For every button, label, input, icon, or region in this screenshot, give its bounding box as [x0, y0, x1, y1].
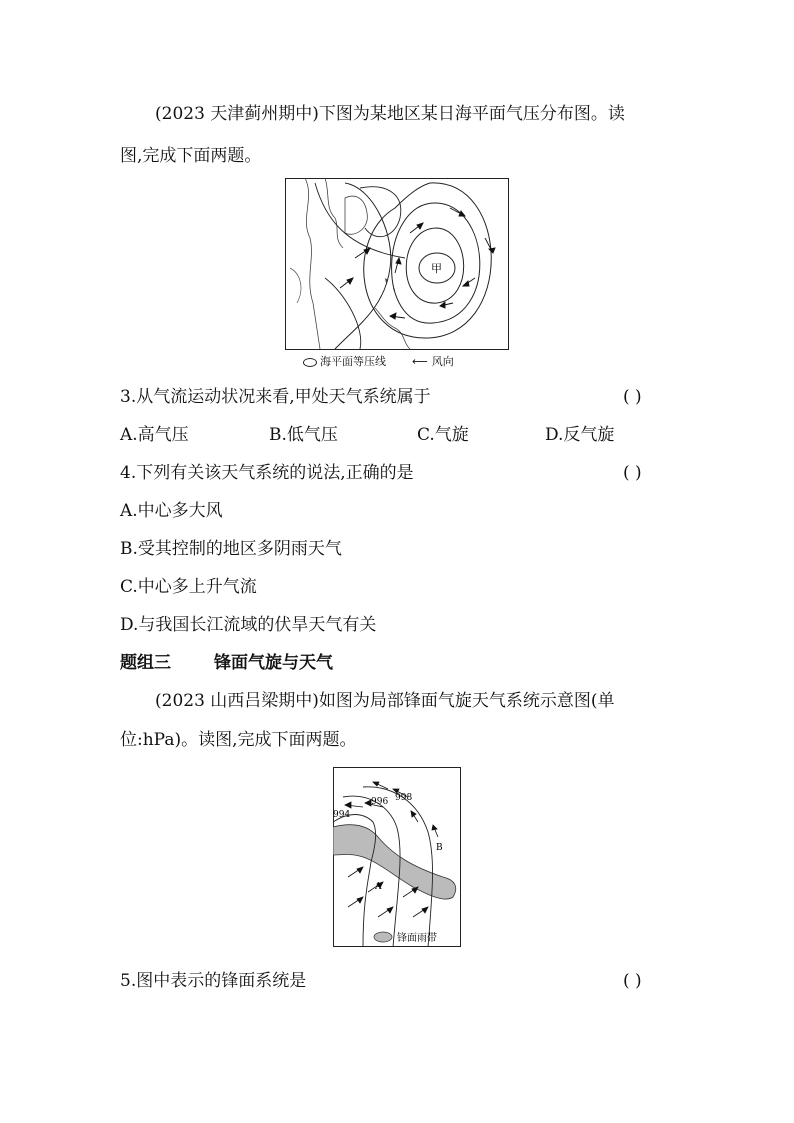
- question-5-text: 5.图中表示的锋面系统是: [120, 971, 307, 991]
- q4-option-d: D.与我国长江流域的伏旱天气有关: [120, 615, 377, 635]
- map-legend-isobar: [303, 355, 386, 369]
- frontal-cyclone-svg: [333, 767, 461, 947]
- isobar-label-998: 998: [395, 793, 413, 803]
- q4-option-b: B.受其控制的地区多阴雨天气: [120, 539, 342, 559]
- point-label-b: B: [436, 843, 443, 853]
- isobar-label-996: 996: [371, 797, 389, 807]
- question-4-text: 4.下列有关该天气系统的说法,正确的是: [120, 463, 414, 483]
- section-heading-title: 锋面气旋与天气: [214, 653, 333, 673]
- question-3-answer-blank: ( ): [623, 387, 642, 407]
- pressure-map-figure: [285, 178, 509, 350]
- wind-legend-label: 风向: [431, 355, 454, 368]
- q3-option-d: D.反气旋: [545, 425, 615, 445]
- question-5-answer-blank: ( ): [623, 971, 642, 991]
- point-label-a: A: [375, 882, 382, 892]
- intro-2-line-1: (2023 山西吕梁期中)如图为局部锋面气旋天气系统示意图(单: [155, 691, 615, 711]
- question-4-answer-blank: ( ): [623, 463, 642, 483]
- isobar-legend-label: 海平面等压线: [320, 355, 386, 368]
- q3-option-a: A.高气压: [120, 425, 189, 445]
- frontal-cyclone-figure: [333, 767, 461, 947]
- question-3-text: 3.从气流运动状况来看,甲处天气系统属于: [120, 387, 431, 407]
- rain-band-legend-label: 锋面雨带: [397, 933, 437, 944]
- q4-option-c: C.中心多上升气流: [120, 577, 257, 597]
- q4-option-a: A.中心多大风: [120, 501, 223, 521]
- wind-arrow-icon: ⟵: [412, 355, 428, 368]
- q3-option-b: B.低气压: [269, 425, 338, 445]
- section-heading-number: 题组三: [120, 653, 171, 673]
- isobar-label-994: 994: [333, 810, 351, 820]
- intro-1-line-2: 图,完成下面两题。: [120, 146, 262, 166]
- pressure-map-svg: [285, 178, 509, 350]
- center-label-jia: 甲: [431, 262, 442, 275]
- map-legend-wind: [412, 355, 454, 369]
- intro-1-line-1: (2023 天津蓟州期中)下图为某地区某日海平面气压分布图。读: [155, 104, 625, 124]
- q3-option-c: C.气旋: [417, 425, 469, 445]
- rain-band-legend-icon: [374, 932, 392, 942]
- isobar-legend-icon: [303, 358, 317, 367]
- intro-2-line-2: 位:hPa)。读图,完成下面两题。: [120, 730, 357, 750]
